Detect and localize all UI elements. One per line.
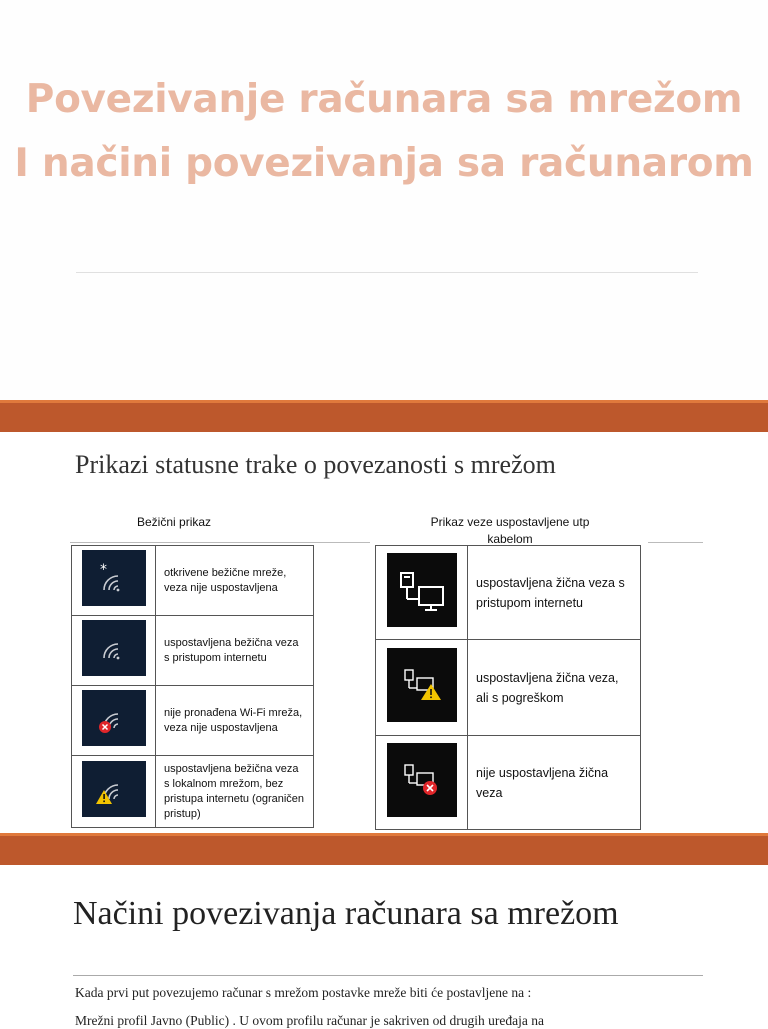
status-description: uspostavljena bežična veza s pristupom internetu	[156, 616, 314, 686]
status-description: nije uspostavljena žična veza	[468, 736, 641, 830]
wired-status-table	[375, 545, 641, 830]
table-row	[376, 546, 641, 640]
divider	[76, 272, 698, 273]
svg-text:*: *	[99, 562, 107, 578]
status-description: uspostavljena žična veza s pristupom internetu	[468, 546, 641, 640]
wifi-searching-icon	[82, 550, 146, 606]
wired-connected-icon	[387, 553, 457, 627]
slide-title	[0, 68, 768, 196]
table-row	[72, 756, 314, 828]
wired-warning-icon	[387, 648, 457, 722]
table-row	[72, 686, 314, 756]
divider	[70, 542, 370, 543]
divider	[73, 975, 703, 976]
wifi-warning-icon	[82, 761, 146, 817]
slide-heading: Načini povezivanja računara sa mrežom	[73, 895, 619, 932]
status-description: uspostavljena bežična veza s lokalnom mrežom, bez pristupa internetu (ograničen pristup)	[156, 756, 314, 828]
title-slide	[0, 0, 768, 400]
slide-separator	[0, 833, 768, 865]
status-description: uspostavljena žična veza, ali s pogreškom	[468, 640, 641, 736]
title-line-1: Povezivanje računara sa mrežom	[25, 77, 743, 122]
status-description: nije pronađena Wi-Fi mreža, veza nije uspostavljena	[156, 686, 314, 756]
wired-error-icon	[387, 743, 457, 817]
wifi-connected-icon	[82, 620, 146, 676]
paragraph-text: Mrežni profil Javno (Public) . U ovom profilu računar je sakriven od drugih uređaja na	[75, 1013, 544, 1028]
table-row	[376, 736, 641, 830]
status-slide	[0, 432, 768, 833]
wireless-status-table	[71, 545, 314, 828]
wired-label: Prikaz veze uspostavljene utp kabelom	[430, 515, 590, 546]
wifi-error-icon	[82, 690, 146, 746]
slide-heading: Prikazi statusne trake o povezanosti s mrežom	[75, 450, 556, 479]
table-row	[72, 616, 314, 686]
wireless-label: Bežični prikaz	[137, 515, 212, 529]
slide-separator	[0, 400, 768, 432]
connection-methods-slide	[0, 865, 768, 1028]
paragraph: Kada prvi put povezujemo računar s mrežom postavke mreže biti će postavljene na :	[75, 985, 532, 1000]
table-row	[72, 546, 314, 616]
table-row	[376, 640, 641, 736]
paragraph	[75, 1013, 544, 1029]
title-line-2: I načini povezivanja sa računarom	[14, 141, 754, 186]
status-description: otkrivene bežične mreže, veza nije uspostavljena	[156, 546, 314, 616]
divider	[648, 542, 703, 543]
